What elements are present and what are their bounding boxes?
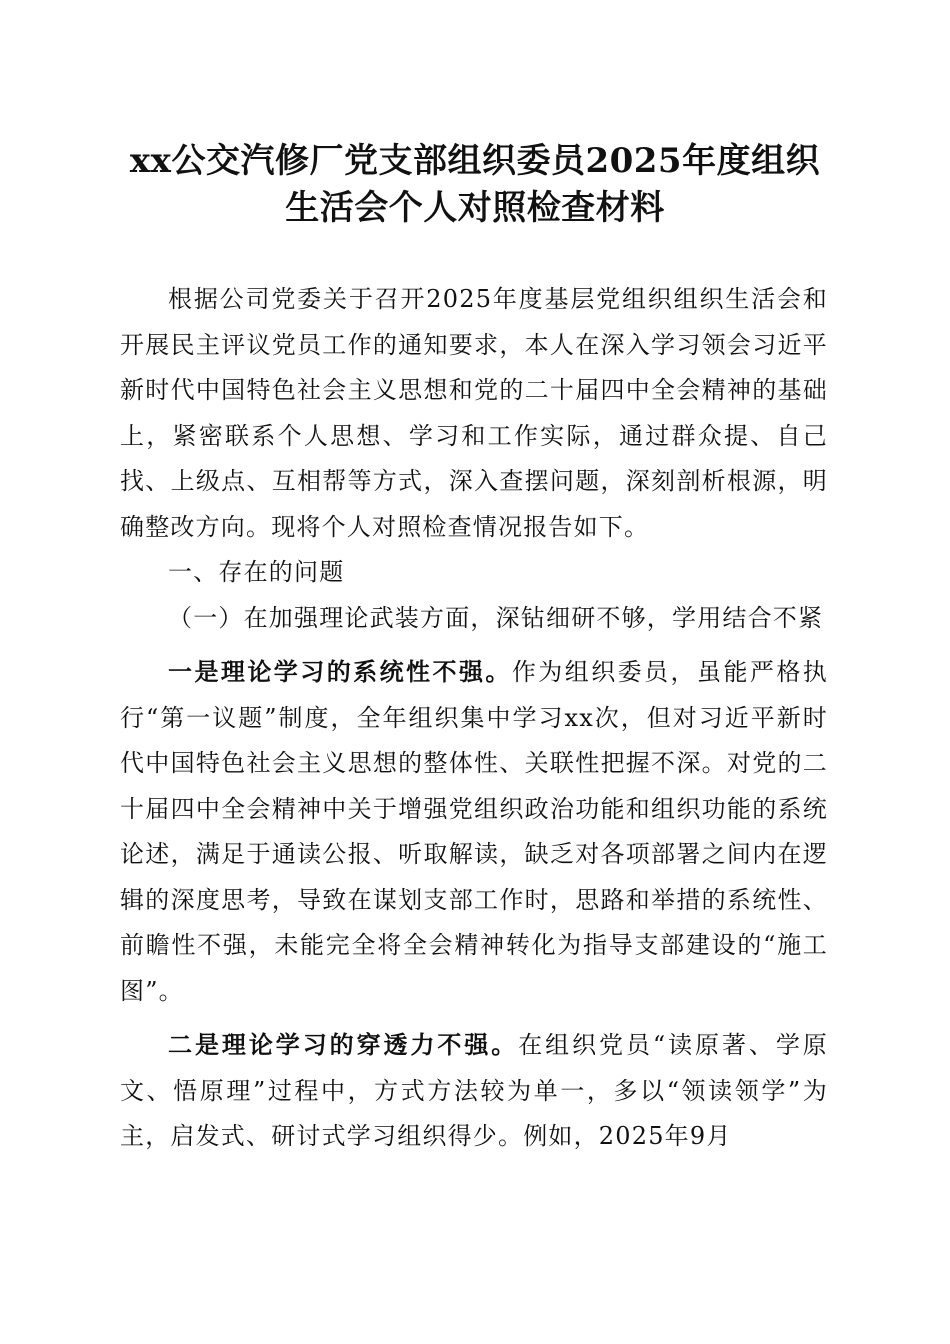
section-heading-problems: 一、存在的问题 [168, 558, 345, 586]
document-title [100, 138, 850, 232]
point-2-lead: 二是理论学习的穿透力不强。 [168, 1030, 519, 1059]
subsection-heading-theory: （一）在加强理论武装方面，深钻细研不够，学用结合不紧 [168, 603, 824, 632]
point-1-paragraph [120, 649, 828, 1014]
intro-paragraph: 根据公司党委关于召开2025年度基层党组织组织生活会和开展民主评议党员工作的通知要求，本人在深入学习领会习近平新时代中国特色社会主义思想和党的二十届四中全会精神的基础上，紧密联系个人思想、学习和工作实际，通过群众提、自己找、上级点、互相帮等方式，深入查摆问题，深刻剖析根源，明确整改方向。现将个人对照检查情况报告如下。 [120, 285, 828, 541]
point-2-text: 在组织党员“读原著、学原文、悟原理”过程中，方式方法较为单一，多以“领读领学”为主，启发式、研讨式学习组织得少。例如，2025年9月 [120, 1031, 828, 1150]
title-line-1: xx公交汽修厂党支部组织委员2025年度组织 [129, 141, 821, 181]
point-1-lead: 一是理论学习的系统性不强。 [168, 657, 512, 686]
point-2-paragraph [120, 1022, 828, 1160]
document-body [120, 277, 828, 1160]
title-line-2: 生活会个人对照检查材料 [285, 188, 665, 228]
point-1-text: 作为组织委员，虽能严格执行“第一议题”制度，全年组织集中学习xx次，但对习近平新时代中国特色社会主义思想的整体性、关联性把握不深。对党的二十届四中全会精神中关于增强党组织政治功能和组织功能的系统论述，满足于通读公报、听取解读，缺乏对各项部署之间内在逻辑的深度思考，导致在谋划支部工作时，思路和举措的系统性、前瞻性不强，未能完全将全会精神转化为指导支部建设的“施工图”。 [120, 658, 828, 1005]
